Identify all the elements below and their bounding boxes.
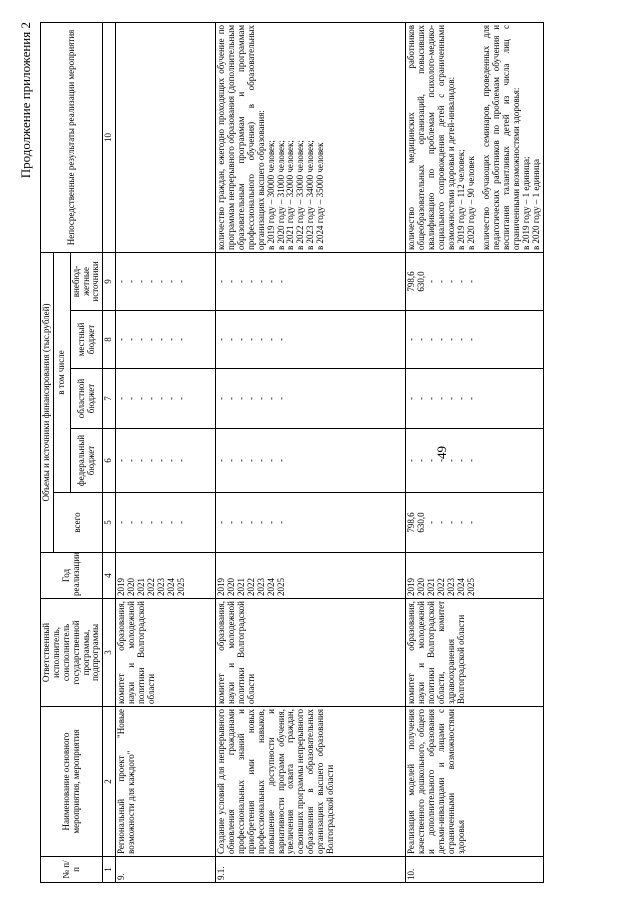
- column-number: 10: [103, 22, 116, 252]
- responsible-executor: комитет образования, науки и молодежной политики Волгоградской области, комитет здравоохранения Волгоградской области: [406, 599, 544, 707]
- regional-values: - - - - - - -: [406, 369, 544, 429]
- results: [116, 22, 216, 252]
- column-number: 4: [103, 553, 116, 599]
- federal-values: - - - - - - -: [406, 429, 544, 493]
- row-number: 10.: [406, 857, 544, 883]
- column-number: 6: [103, 429, 116, 493]
- year-list: 2019 2020 2021 2022 2023 2024 2025: [406, 553, 544, 599]
- header-including: в том числе: [53, 252, 70, 492]
- column-number-row: [103, 22, 116, 882]
- year-list: 2019 2020 2021 2022 2023 2024 2025: [216, 553, 406, 599]
- responsible-executor: комитет образования, науки и молодежной политики Волгоградской области: [216, 599, 406, 707]
- header-financing: Объемы и источники финансирования (тыс.рублей): [41, 252, 54, 552]
- header-row-1: [41, 22, 54, 882]
- header-name: Наименование основного мероприятия, мероприятия: [41, 707, 103, 857]
- column-number: 8: [103, 311, 116, 369]
- activity-name: Региональный проект "Новые возможности для каждого": [116, 707, 216, 857]
- local-values: - - - - - - -: [216, 311, 406, 369]
- total-values: 798,6 630,0 - - - - -: [406, 493, 544, 553]
- header-extrabudget: внебюд- жетные источники: [70, 252, 103, 310]
- local-values: - - - - - - -: [406, 311, 544, 369]
- column-number: 5: [103, 493, 116, 553]
- extrabudget-values: - - - - - - -: [216, 252, 406, 310]
- column-number: 9: [103, 252, 116, 310]
- header-num: № п/п: [41, 857, 103, 883]
- header-total: всего: [53, 493, 102, 553]
- table-row: [116, 22, 216, 882]
- regional-values: - - - - - - -: [116, 369, 216, 429]
- regional-values: - - - - - - -: [216, 369, 406, 429]
- header-year: Год реализации: [41, 553, 103, 599]
- extrabudget-values: 798,6 630,0 - - - - -: [406, 252, 544, 310]
- appendix-title: Продолжение приложения 2: [18, 22, 33, 179]
- local-values: - - - - - - -: [116, 311, 216, 369]
- year-list: 2019 2020 2021 2022 2023 2024 2025: [116, 553, 216, 599]
- program-table: [40, 22, 544, 883]
- federal-values: - - - - - - -: [216, 429, 406, 493]
- results: количество граждан, ежегодно проходящих обучение по программам непрерывного образования (дополнительным образовательным программам и программам профессионального обучения) в образовательных организациях высшего образования: в 2019 году – 30000 человек; в 2020 году – 31000 человек; в 2021 году – 32000 человек; в 2022 году – 33000 человек; в 2023 году – 34000 человек; в 2024 году – 35000 человек: [216, 22, 406, 252]
- header-responsible: Ответственный исполнитель, соисполнитель государственной программы, подпрограммы: [41, 599, 103, 707]
- header-local: местный бюджет: [70, 311, 103, 369]
- header-regional: областной бюджет: [70, 369, 103, 429]
- responsible-executor: комитет образования, науки и молодежной политики Волгоградской области: [116, 599, 216, 707]
- total-values: - - - - - - -: [216, 493, 406, 553]
- column-number: 7: [103, 369, 116, 429]
- table-row: [216, 22, 406, 882]
- column-number: 2: [103, 707, 116, 857]
- table-row: [406, 22, 544, 882]
- column-number: 3: [103, 599, 116, 707]
- row-number: 9.1.: [216, 857, 406, 883]
- activity-name: Создание условий для непрерывного обновления гражданами профессиональных знаний и приобретения ими новых профессиональных навыков, повышение доступности и вариативности программ обучения, увеличения охвата граждан, освоивших программы непрерывного образования в образовательных организациях высшего образования Волгоградской области: [216, 707, 406, 857]
- extrabudget-values: - - - - - - -: [116, 252, 216, 310]
- header-results: Непосредственные результаты реализации мероприятия: [41, 22, 103, 252]
- activity-name: Реализация моделей получения качественного дошкольного, общего и дополнительного образования детьми-инвалидами и лицами с ограниченными возможностями здоровья: [406, 707, 544, 857]
- federal-values: - - - - - - -: [116, 429, 216, 493]
- page-number: 49: [434, 446, 449, 459]
- results: количество медицинских работников общеобразовательных организаций, повысивших квалификацию по проблемам психолого-медико-социального сопровождения детей с ограниченными возможностями здоровья и детей-инвалидов: в 2019 году – 112 человек; в 2020 году – 90 человек количество обучающих семинаров, проведенных для педагогических работников по проблемам обучения и воспитания талантливых детей из числа лиц с ограниченными возможностями здоровья: в 2019 году – 1 единица; в 2020 году – 1 единица: [406, 22, 544, 252]
- total-values: - - - - - - -: [116, 493, 216, 553]
- row-number: 9.: [116, 857, 216, 883]
- column-number: 1: [103, 857, 116, 883]
- header-federal: федеральный бюджет: [70, 429, 103, 493]
